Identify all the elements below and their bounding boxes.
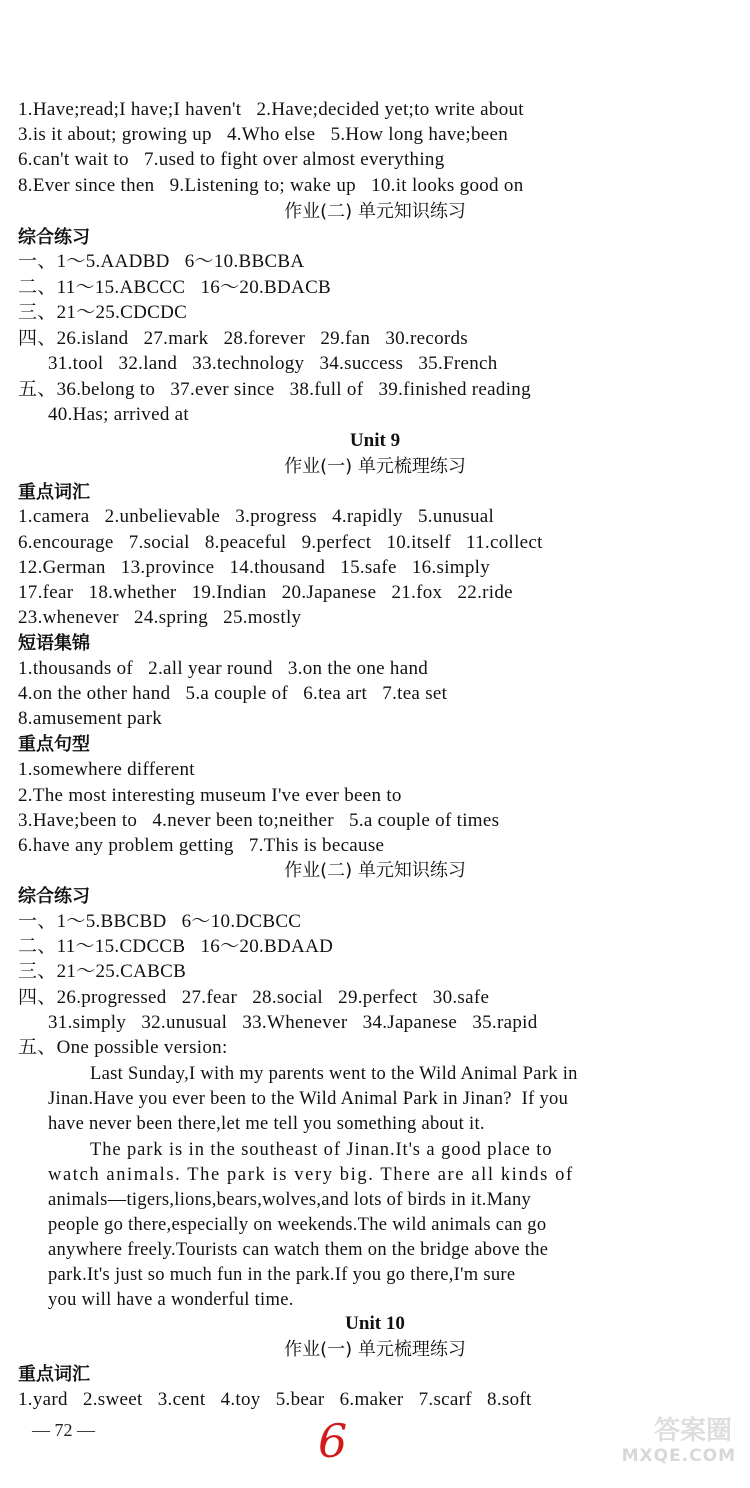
answer-line: 二、11～15.CDCCB 16～20.BDAAD xyxy=(18,936,334,957)
section-heading: 重点句型 xyxy=(18,734,90,755)
answer-line: 二、11～15.ABCCC 16～20.BDACB xyxy=(18,277,332,298)
answer-line: 31.tool 32.land 33.technology 34.success 35.French xyxy=(48,353,498,374)
essay-line: have never been there,let me tell you something about it. xyxy=(48,1114,485,1134)
answer-line: 三、21～25.CABCB xyxy=(18,961,187,982)
homework-title: 作业(二) 单元知识练习 xyxy=(284,201,466,222)
homework-title: 作业(一) 单元梳理练习 xyxy=(284,1339,466,1360)
essay-line: Jinan.Have you ever been to the Wild Animal Park in Jinan? If you xyxy=(48,1089,569,1109)
answer-line: 31.simply 32.unusual 33.Whenever 34.Japanese 35.rapid xyxy=(48,1012,538,1033)
answer-line: 8.Ever since then 9.Listening to; wake up 10.it looks good on xyxy=(18,175,524,196)
vocab-line: 1.camera 2.unbelievable 3.progress 4.rapidly 5.unusual xyxy=(18,506,495,527)
section-heading: 重点词汇 xyxy=(18,482,90,503)
watermark-icon: 答案圈 xyxy=(653,1416,732,1446)
handwritten-mark: 6 xyxy=(318,1414,348,1468)
phrase-line: 1.thousands of 2.all year round 3.on the one hand xyxy=(18,658,429,679)
answer-line: 三、21～25.CDCDC xyxy=(18,302,188,323)
answer-line: 五、36.belong to 37.ever since 38.full of 39.finished reading xyxy=(18,379,531,400)
essay-line: people go there,especially on weekends.The wild animals can go xyxy=(48,1215,547,1235)
watermark-text: MXQE.COM xyxy=(621,1446,736,1466)
vocab-line: 1.yard 2.sweet 3.cent 4.toy 5.bear 6.maker 7.scarf 8.soft xyxy=(18,1389,532,1410)
answer-line: 一、1～5.AADBD 6～10.BBCBA xyxy=(18,251,305,272)
essay-line: The park is in the southeast of Jinan.It's a good place to xyxy=(90,1140,553,1160)
answer-line: 3.is it about; growing up 4.Who else 5.How long have;been xyxy=(18,124,509,145)
section-heading: 综合练习 xyxy=(18,227,90,248)
unit-title: Unit 9 xyxy=(349,430,401,451)
sentence-line: 6.have any problem getting 7.This is because xyxy=(18,835,385,856)
section-heading: 重点词汇 xyxy=(18,1364,90,1385)
sentence-line: 3.Have;been to 4.never been to;neither 5.a couple of times xyxy=(18,810,500,831)
essay-line: anywhere freely.Tourists can watch them on the bridge above the xyxy=(48,1240,549,1260)
essay-line: Last Sunday,I with my parents went to the Wild Animal Park in xyxy=(90,1064,578,1084)
homework-title: 作业(二) 单元知识练习 xyxy=(284,860,466,881)
vocab-line: 12.German 13.province 14.thousand 15.safe 16.simply xyxy=(18,557,491,578)
vocab-line: 23.whenever 24.spring 25.mostly xyxy=(18,607,302,628)
unit-title: Unit 10 xyxy=(345,1313,405,1334)
answer-line: 6.can't wait to 7.used to fight over almost everything xyxy=(18,149,445,170)
answer-line: 一、1～5.BBCBD 6～10.DCBCC xyxy=(18,911,302,932)
page-number: — 72 — xyxy=(32,1420,95,1440)
phrase-line: 8.amusement park xyxy=(18,708,163,729)
essay-line: park.It's just so much fun in the park.If you go there,I'm sure xyxy=(48,1265,516,1285)
answer-line: 40.Has; arrived at xyxy=(48,404,189,425)
watermark-logo xyxy=(586,1410,736,1466)
essay-line: animals—tigers,lions,bears,wolves,and lots of birds in it.Many xyxy=(48,1190,532,1210)
answer-line: 四、26.progressed 27.fear 28.social 29.perfect 30.safe xyxy=(18,987,490,1008)
section-heading: 短语集锦 xyxy=(18,633,90,654)
answer-line: 1.Have;read;I have;I haven't 2.Have;decided yet;to write about xyxy=(18,99,524,120)
essay-line: you will have a wonderful time. xyxy=(48,1290,294,1310)
vocab-line: 6.encourage 7.social 8.peaceful 9.perfect 10.itself 11.collect xyxy=(18,532,543,553)
answer-line: 四、26.island 27.mark 28.forever 29.fan 30.records xyxy=(18,328,468,349)
vocab-line: 17.fear 18.whether 19.Indian 20.Japanese 21.fox 22.ride xyxy=(18,582,513,603)
sentence-line: 1.somewhere different xyxy=(18,759,195,780)
section-heading: 综合练习 xyxy=(18,886,90,907)
sentence-line: 2.The most interesting museum I've ever been to xyxy=(18,785,402,806)
phrase-line: 4.on the other hand 5.a couple of 6.tea art 7.tea set xyxy=(18,683,448,704)
homework-title: 作业(一) 单元梳理练习 xyxy=(284,456,466,477)
answer-line: 五、One possible version: xyxy=(18,1037,228,1058)
essay-line: watch animals. The park is very big. There are all kinds of xyxy=(48,1165,574,1185)
